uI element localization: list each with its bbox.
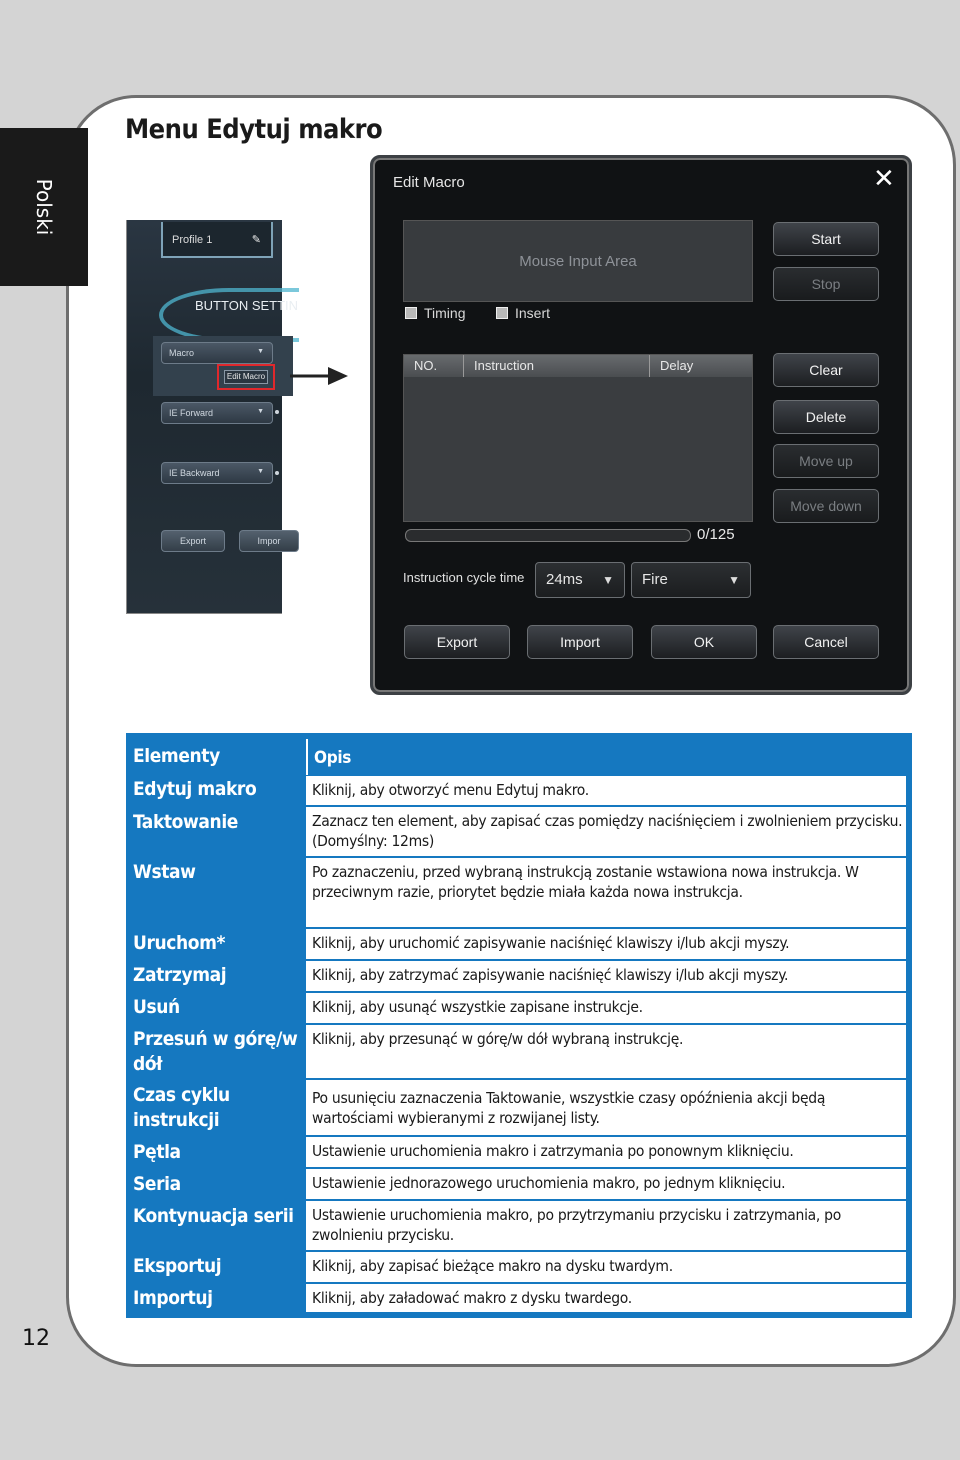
move-down-button[interactable]: Move down bbox=[773, 489, 879, 523]
close-icon[interactable]: ✕ bbox=[873, 164, 895, 194]
header-description: Opis bbox=[306, 739, 906, 775]
row-value: Po usunięciu zaznaczenia Taktowanie, wszystkie czasy opóźnienia akcji będą wartościami wybieranymi z rozwijanej listy. bbox=[306, 1080, 906, 1135]
backward-dropdown bbox=[161, 462, 273, 484]
row-key: Kontynuacja serii bbox=[133, 1205, 294, 1227]
edit-macro-window bbox=[370, 155, 912, 695]
row-value: Kliknij, aby zatrzymać zapisywanie naciśnięć klawiszy i/lub akcji myszy. bbox=[306, 961, 906, 991]
row-key: Czas cyklu instrukcji bbox=[133, 1084, 230, 1131]
row-key: Taktowanie bbox=[133, 811, 238, 833]
row-value: Kliknij, aby uruchomić zapisywanie naciśnięć klawiszy i/lub akcji myszy. bbox=[306, 929, 906, 959]
cycle-time-label: Instruction cycle time bbox=[403, 570, 525, 585]
button-settings-label: BUTTON SETTIN bbox=[195, 298, 299, 313]
mini-export-button: Export bbox=[161, 530, 225, 552]
chevron-down-icon: ▼ bbox=[257, 408, 264, 415]
chevron-down-icon: ▼ bbox=[602, 573, 614, 587]
fire-mode-value: Fire bbox=[642, 571, 668, 588]
backward-dropdown-label: IE Backward bbox=[169, 468, 220, 478]
table-header-row bbox=[126, 739, 912, 775]
row-value: Kliknij, aby załadować makro z dysku twardego. bbox=[306, 1284, 906, 1312]
import-button[interactable]: Import bbox=[527, 625, 633, 659]
window-title: Edit Macro bbox=[393, 174, 465, 191]
edit-macro-button: Edit Macro bbox=[224, 370, 268, 384]
description-table bbox=[126, 733, 912, 1318]
swoosh-decoration bbox=[159, 288, 299, 342]
profile-label: Profile 1 bbox=[172, 234, 213, 246]
macro-dropdown-label: Macro bbox=[169, 348, 195, 358]
cancel-button[interactable]: Cancel bbox=[773, 625, 879, 659]
delete-button[interactable]: Delete bbox=[773, 400, 879, 434]
row-value: Kliknij, aby przesunąć w górę/w dół wybraną instrukcję. bbox=[306, 1025, 906, 1078]
arrow-right-icon bbox=[290, 362, 350, 392]
column-delay: Delay bbox=[660, 358, 694, 373]
instruction-counter: 0/125 bbox=[697, 526, 735, 543]
dot-indicator bbox=[275, 471, 279, 475]
row-value: Zaznacz ten element, aby zapisać czas pomiędzy naciśnięciem i zwolnieniem przycisku. (Domyślny: 12ms) bbox=[306, 807, 906, 856]
row-value: Kliknij, aby usunąć wszystkie zapisane instrukcje. bbox=[306, 993, 906, 1023]
insert-label: Insert bbox=[515, 305, 551, 321]
column-no: NO. bbox=[404, 355, 464, 377]
header-elements: Elementy bbox=[133, 745, 220, 767]
stop-button[interactable]: Stop bbox=[773, 267, 879, 301]
instruction-list[interactable] bbox=[403, 354, 753, 522]
row-key: Eksportuj bbox=[133, 1255, 222, 1277]
language-tab bbox=[0, 128, 88, 286]
row-value: Ustawienie uruchomienia makro i zatrzymania po ponownym kliknięciu. bbox=[306, 1137, 906, 1167]
fire-mode-select[interactable] bbox=[631, 562, 751, 598]
start-button[interactable]: Start bbox=[773, 222, 879, 256]
chevron-down-icon: ▼ bbox=[728, 573, 740, 587]
forward-dropdown bbox=[161, 402, 273, 424]
row-key: Pętla bbox=[133, 1141, 181, 1163]
macro-dropdown bbox=[161, 342, 273, 364]
row-key: Edytuj makro bbox=[133, 778, 257, 800]
forward-dropdown-label: IE Forward bbox=[169, 408, 214, 418]
row-key: Uruchom* bbox=[133, 932, 226, 954]
insert-checkbox[interactable] bbox=[496, 305, 550, 321]
row-key: Zatrzymaj bbox=[133, 964, 227, 986]
edit-macro-highlight bbox=[217, 364, 275, 390]
row-key: Wstaw bbox=[133, 861, 196, 883]
page-number: 12 bbox=[22, 1326, 50, 1351]
checkbox-box bbox=[496, 307, 508, 319]
row-key: Usuń bbox=[133, 996, 180, 1018]
pencil-icon: ✎ bbox=[251, 234, 261, 246]
chevron-down-icon: ▼ bbox=[257, 468, 264, 475]
timing-label: Timing bbox=[424, 305, 466, 321]
row-key: Importuj bbox=[133, 1287, 213, 1309]
progress-bar bbox=[405, 529, 691, 542]
row-value: Kliknij, aby otworzyć menu Edytuj makro. bbox=[306, 776, 906, 805]
row-value: Ustawienie uruchomienia makro, po przytrzymaniu przycisku i zatrzymania, po zwolnieniu przycisku. bbox=[306, 1201, 906, 1250]
move-up-button[interactable]: Move up bbox=[773, 444, 879, 478]
row-value: Kliknij, aby zapisać bieżące makro na dysku twardym. bbox=[306, 1252, 906, 1282]
profile-selector bbox=[161, 222, 273, 258]
timing-checkbox[interactable] bbox=[405, 305, 466, 321]
cycle-time-select[interactable] bbox=[535, 562, 625, 598]
language-label: Polski bbox=[32, 178, 56, 236]
row-key: Przesuń w górę/w dół bbox=[133, 1028, 298, 1075]
column-instruction: Instruction bbox=[464, 355, 650, 377]
row-key: Seria bbox=[133, 1173, 181, 1195]
clear-button[interactable]: Clear bbox=[773, 353, 879, 387]
mini-screenshot bbox=[126, 220, 299, 614]
checkbox-box bbox=[405, 307, 417, 319]
chevron-down-icon: ▼ bbox=[257, 348, 264, 355]
mouse-input-area[interactable]: Mouse Input Area bbox=[403, 220, 753, 302]
instruction-list-header bbox=[404, 355, 752, 377]
row-value: Po zaznaczeniu, przed wybraną instrukcją zostanie wstawiona nowa instrukcja. W przeciwnym razie, priorytet będzie miała każda nowa instrukcja. bbox=[306, 858, 906, 927]
dot-indicator bbox=[275, 410, 279, 414]
ok-button[interactable]: OK bbox=[651, 625, 757, 659]
cycle-time-value: 24ms bbox=[546, 571, 583, 588]
section-title: Menu Edytuj makro bbox=[125, 114, 383, 145]
export-button[interactable]: Export bbox=[404, 625, 510, 659]
row-value: Ustawienie jednorazowego uruchomienia makro, po jednym kliknięciu. bbox=[306, 1169, 906, 1199]
mini-import-button: Impor bbox=[239, 530, 299, 552]
